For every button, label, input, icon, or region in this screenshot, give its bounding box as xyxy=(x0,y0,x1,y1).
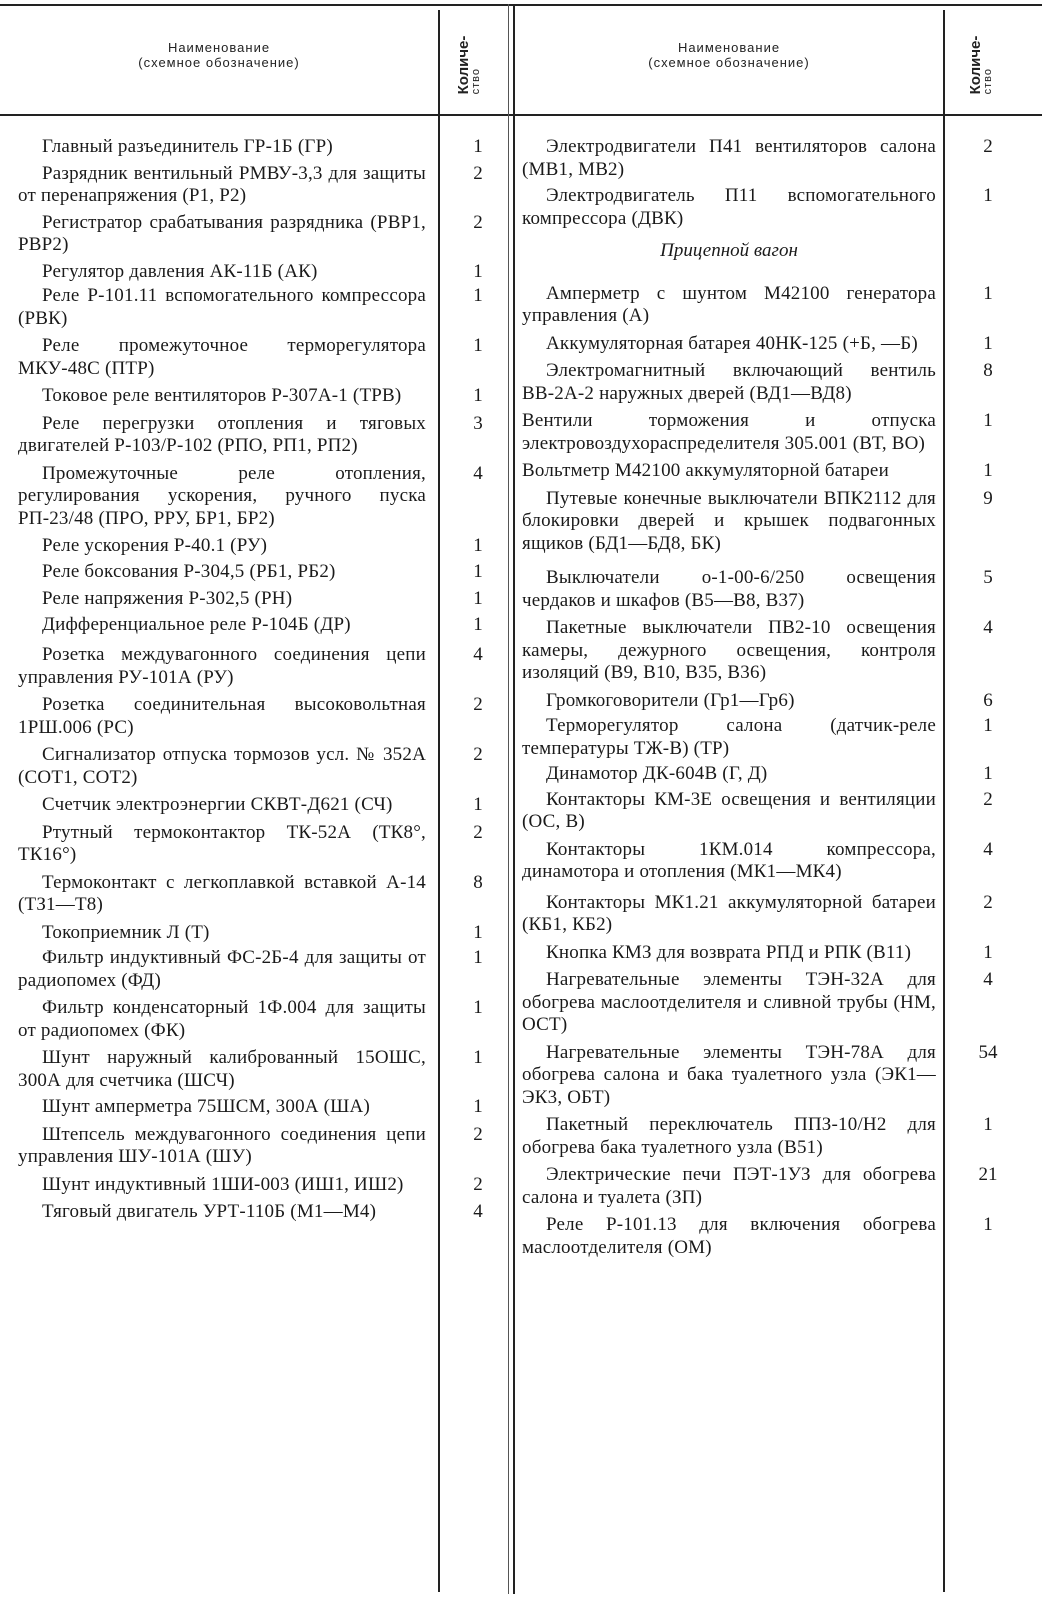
item-quantity: 21 xyxy=(978,1164,998,1185)
item-name: Реле напряжения Р-302,5 (РН) xyxy=(42,588,293,609)
item-name: Розетка междувагонного соединения цепи управления РУ-101А (РУ) xyxy=(18,644,426,688)
left-qty-divider xyxy=(438,10,440,1592)
qty-header-line2: ство xyxy=(982,67,994,95)
item-quantity: 4 xyxy=(473,1201,483,1222)
item-name: Фильтр индуктивный ФС-2Б-4 для защиты от радиопомех (ФД) xyxy=(18,947,426,991)
item-name: Реле Р-101.13 для включения обогрева маслоотделителя (ОМ) xyxy=(522,1214,936,1258)
item-name: Вентили торможения и отпуска электровоздухораспределителя 305.001 (ВТ, ВО) xyxy=(522,410,936,454)
table-row xyxy=(522,838,993,884)
table-row xyxy=(522,1114,993,1159)
item-quantity: 6 xyxy=(983,689,993,711)
table-row xyxy=(18,1123,483,1169)
table-row xyxy=(18,694,483,739)
table-row xyxy=(522,969,993,1037)
item-name: Реле Р-101.11 вспомогательного компрессора (РВК) xyxy=(18,285,426,329)
table-row xyxy=(18,1201,483,1224)
item-name: Регулятор давления АК-11Б (АК) xyxy=(42,260,318,282)
section-title-trailer-car: Прицепной вагон xyxy=(660,240,798,261)
item-quantity: 1 xyxy=(473,1047,483,1068)
table-row xyxy=(522,410,993,455)
table-row xyxy=(18,285,483,330)
item-name: Контакторы 1КМ.014 компрессора, динамотора и отопления (МК1—МК4) xyxy=(522,838,936,882)
item-name: Регистратор срабатывания разрядника (РВР1, РВР2) xyxy=(18,211,426,255)
item-name: Штепсель междувагонного соединения цепи управления ШУ-101А (ШУ) xyxy=(18,1123,426,1167)
item-quantity: 2 xyxy=(473,744,483,765)
item-quantity: 4 xyxy=(473,462,483,484)
table-row xyxy=(18,136,483,159)
table-row xyxy=(18,588,483,611)
table-row xyxy=(18,560,483,584)
table-row xyxy=(18,947,483,992)
table-row xyxy=(522,1041,998,1110)
item-quantity: 2 xyxy=(473,1173,483,1195)
item-quantity: 8 xyxy=(473,871,483,893)
name-header-line1: Наименование xyxy=(677,40,781,55)
table-row xyxy=(18,821,483,867)
item-quantity: 2 xyxy=(473,211,483,233)
left-items-column xyxy=(18,136,483,1224)
item-quantity: 54 xyxy=(978,1041,998,1063)
item-quantity: 1 xyxy=(473,947,483,968)
table-row xyxy=(18,613,483,637)
name-header-line1: Наименование xyxy=(167,40,271,55)
table-row xyxy=(522,715,993,760)
item-quantity: 2 xyxy=(473,821,483,843)
item-name: Динамотор ДК-604В (Г, Д) xyxy=(546,763,768,784)
item-quantity: 1 xyxy=(473,1096,483,1117)
item-name: Электродвигатели П41 вентиляторов салона (МВ1, МВ2) xyxy=(522,136,936,180)
item-quantity: 3 xyxy=(473,412,483,434)
item-name: Токовое реле вентиляторов Р-307А-1 (ТРВ) xyxy=(42,385,402,406)
item-name: Терморегулятор салона (датчик-реле температуры ТЖ-В) (ТР) xyxy=(522,715,936,759)
item-quantity: 1 xyxy=(983,763,993,784)
item-name: Путевые конечные выключатели ВПК2112 для блокировки дверей и крышек подвагонных ящиков (БД1—БД8, БК) xyxy=(522,487,936,554)
table-top-border xyxy=(0,4,1042,6)
item-quantity: 1 xyxy=(473,385,483,406)
item-quantity: 9 xyxy=(983,487,993,509)
item-quantity: 2 xyxy=(983,136,993,157)
item-quantity: 2 xyxy=(473,1123,483,1145)
item-quantity: 1 xyxy=(983,332,993,354)
item-quantity: 1 xyxy=(983,410,993,431)
item-name: Счетчик электроэнергии СКВТ-Д621 (СЧ) xyxy=(42,794,393,815)
item-name: Дифференциальное реле Р-104Б (ДР) xyxy=(42,613,351,635)
item-name: Контакторы КМ-3Е освещения и вентиляции (ОС, В) xyxy=(522,788,936,832)
item-quantity: 1 xyxy=(983,1114,993,1135)
table-row xyxy=(522,788,993,834)
qty-header-line2: ство xyxy=(470,67,482,95)
left-qty-header xyxy=(450,20,490,110)
item-quantity: 2 xyxy=(473,162,483,184)
table-row xyxy=(18,644,483,689)
item-name: Амперметр с шунтом М42100 генератора управления (А) xyxy=(522,282,936,326)
item-name: Ртутный термоконтактор ТК-52А (ТК8°, ТК16°) xyxy=(18,821,426,865)
item-quantity: 1 xyxy=(473,588,483,609)
item-name: Термоконтакт с легкоплавкой вставкой А-14 (ТЗ1—Т8) xyxy=(18,871,426,915)
item-name: Вольтметр М42100 аккумуляторной батареи xyxy=(522,460,889,481)
item-name: Реле перегрузки отопления и тяговых двигателей Р-103/Р-102 (РПО, РП1, РП2) xyxy=(18,412,426,456)
item-name: Токоприемник Л (Т) xyxy=(42,921,210,943)
item-name: Громкоговорители (Гр1—Гр6) xyxy=(546,689,795,711)
item-quantity: 1 xyxy=(473,260,483,282)
table-row xyxy=(18,744,483,789)
item-quantity: 4 xyxy=(983,617,993,638)
table-row xyxy=(18,462,483,531)
item-name: Электрические печи ПЭТ-1УЗ для обогрева салона и туалета (ЗП) xyxy=(522,1164,936,1208)
center-divider-b xyxy=(513,4,515,1594)
item-name: Розетка соединительная высоковольтная 1РШ.006 (РС) xyxy=(18,694,426,738)
table-row xyxy=(522,487,993,556)
item-quantity: 1 xyxy=(983,941,993,963)
qty-header-line1: Количе- xyxy=(967,35,984,95)
item-quantity: 2 xyxy=(473,694,483,715)
table-row xyxy=(18,921,483,945)
item-name: Шунт индуктивный 1ШИ-003 (ИШ1, ИШ2) xyxy=(42,1173,404,1195)
table-row xyxy=(522,763,993,786)
table-row xyxy=(522,136,993,181)
item-name: Реле промежуточное терморегулятора МКУ-48С (ПТР) xyxy=(18,335,426,379)
table-row xyxy=(18,260,483,284)
table-row xyxy=(522,891,993,937)
item-quantity: 4 xyxy=(983,838,993,860)
left-name-header xyxy=(0,40,438,70)
item-name: Пакетный переключатель ППЗ-10/Н2 для обогрева бака туалетного узла (В51) xyxy=(522,1114,936,1158)
table-row xyxy=(18,871,483,917)
qty-header-line1: Количе- xyxy=(455,35,472,95)
table-row xyxy=(522,567,993,612)
item-quantity: 1 xyxy=(473,560,483,582)
item-quantity: 1 xyxy=(473,794,483,815)
item-quantity: 1 xyxy=(473,997,483,1018)
item-quantity: 1 xyxy=(473,535,483,556)
item-quantity: 1 xyxy=(983,460,993,481)
item-name: Электродвигатель П11 вспомогательного компрессора (ДВК) xyxy=(522,185,936,229)
item-name: Сигнализатор отпуска тормозов усл. № 352А (СОТ1, СОТ2) xyxy=(18,744,426,788)
table-row xyxy=(18,162,483,208)
item-name: Главный разъединитель ГР-1Б (ГР) xyxy=(42,136,333,157)
item-quantity: 1 xyxy=(473,136,483,157)
table-row xyxy=(522,360,993,405)
item-name: Пакетные выключатели ПВ2-10 освещения камеры, дежурного освещения, контроля изоляций (В9, В10, В35, В36) xyxy=(522,617,936,683)
item-quantity: 4 xyxy=(983,969,993,990)
table-row xyxy=(522,689,993,713)
item-quantity: 1 xyxy=(473,285,483,306)
item-quantity: 2 xyxy=(983,891,993,913)
item-quantity: 1 xyxy=(473,613,483,635)
right-items-column xyxy=(522,136,998,1259)
table-row xyxy=(18,794,483,817)
item-quantity: 4 xyxy=(473,644,483,665)
header-bottom-border xyxy=(0,114,1042,116)
table-row xyxy=(522,617,993,685)
table-row xyxy=(18,1047,483,1092)
item-quantity: 1 xyxy=(473,921,483,943)
item-name: Промежуточные реле отопления, регулирования ускорения, ручного пуска РП-23/48 (ПРО, РРУ, БР1, БР2) xyxy=(18,462,426,529)
item-name: Реле боксования Р-304,5 (РБ1, РБ2) xyxy=(42,560,336,582)
item-name: Шунт наружный калиброванный 15ОШС, 300А для счетчика (ШСЧ) xyxy=(18,1047,426,1091)
item-name: Шунт амперметра 75ШСМ, 300А (ША) xyxy=(42,1096,370,1117)
center-divider-a xyxy=(508,4,509,1594)
table-row xyxy=(522,1214,993,1259)
table-row xyxy=(522,332,993,356)
item-name: Нагревательные элементы ТЭН-32А для обогрева маслоотделителя и сливной трубы (НМ, ОСТ) xyxy=(522,969,936,1035)
item-quantity: 8 xyxy=(983,360,993,381)
table-row xyxy=(18,535,483,558)
name-header-line2: (схемное обозначение) xyxy=(648,55,810,70)
item-name: Кнопка КМЗ для возврата РПД и РПК (В11) xyxy=(546,941,912,963)
right-name-header xyxy=(514,40,944,70)
item-quantity: 5 xyxy=(983,567,993,588)
right-qty-divider xyxy=(943,10,945,1592)
table-row xyxy=(522,282,993,328)
item-quantity: 1 xyxy=(983,715,993,736)
item-quantity: 1 xyxy=(983,185,993,206)
item-name: Нагревательные элементы ТЭН-78А для обогрева салона и бака туалетного узла (ЭК1—ЭК3, ОБТ) xyxy=(522,1041,936,1108)
item-quantity: 2 xyxy=(983,788,993,810)
item-quantity: 1 xyxy=(473,335,483,356)
name-header-line2: (схемное обозначение) xyxy=(138,55,300,70)
right-qty-header xyxy=(962,20,1002,110)
item-name: Разрядник вентильный РМВУ-3,3 для защиты от перенапряжения (Р1, Р2) xyxy=(18,162,426,206)
table-row xyxy=(522,941,993,965)
table-row xyxy=(522,1164,998,1209)
table-row xyxy=(18,335,483,380)
item-name: Выключатели о-1-00-6/250 освещения чердаков и шкафов (В5—В8, В37) xyxy=(522,567,936,611)
table-row xyxy=(18,1173,483,1197)
item-quantity: 1 xyxy=(983,1214,993,1235)
table-row xyxy=(18,412,483,458)
item-name: Реле ускорения Р-40.1 (РУ) xyxy=(42,535,268,556)
item-name: Фильтр конденсаторный 1Ф.004 для защиты от радиопомех (ФК) xyxy=(18,997,426,1041)
item-name: Тяговый двигатель УРТ-110Б (М1—М4) xyxy=(42,1201,377,1222)
item-name: Электромагнитный включающий вентиль ВВ-2А-2 наружных дверей (ВД1—ВД8) xyxy=(522,360,936,404)
item-quantity: 1 xyxy=(983,282,993,304)
item-name: Аккумуляторная батарея 40НК-125 (+Б, —Б) xyxy=(546,332,918,354)
table-row xyxy=(18,997,483,1042)
table-row xyxy=(18,385,483,408)
table-row xyxy=(522,460,993,483)
table-row xyxy=(18,1096,483,1119)
table-row xyxy=(18,211,483,257)
table-row xyxy=(522,185,993,230)
item-name: Контакторы МК1.21 аккумуляторной батареи (КБ1, КБ2) xyxy=(522,891,936,935)
